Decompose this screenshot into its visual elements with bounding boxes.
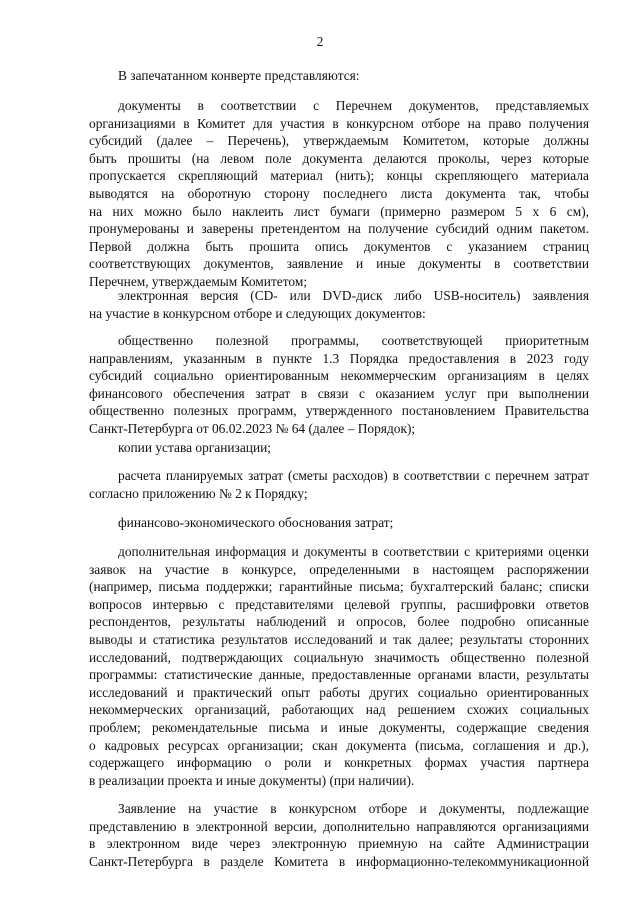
text-line: заявок на участие в конкурсе, определенными в настоящем распоряжении	[89, 561, 589, 577]
text-line: общественно полезной программы, соответствующей приоритетным	[118, 333, 589, 348]
text-line: дополнительная информация и документы в соответствии с критериями оценки	[118, 544, 589, 559]
text-line: соответствующих документов, заявление и иные документы в соответствии	[89, 256, 589, 272]
text-line: программы: статистические данные, предоставленные органами власти, результаты	[89, 667, 589, 683]
paragraph-program	[89, 332, 589, 438]
text-line: Перечнем, утверждаемым Комитетом;	[89, 273, 308, 289]
text-line: проблем; рекомендательные письма и иные документы, содержащие сведения	[89, 719, 589, 735]
text-line: финансово-экономического обоснования затрат;	[118, 515, 394, 530]
text-line: пронумерованы и заверены претендентом на получение субсидий одним пакетом.	[89, 221, 589, 237]
text-line: содержащего информацию о роли и конкретных формах участия партнера	[89, 755, 589, 771]
text-line: В запечатанном конверте представляются:	[118, 68, 360, 83]
paragraph-documents	[89, 97, 589, 291]
paragraph-application	[89, 800, 589, 870]
text-line: некоммерческих организаций, работающих над решением схожих социальных	[89, 702, 589, 718]
text-line: на участие в конкурсном отборе и следующих документов:	[89, 305, 426, 321]
text-line: (например, письма поддержки; гарантийные письма; бухгалтерский баланс; списки	[89, 579, 589, 595]
paragraph-justification	[89, 514, 589, 532]
text-line: субсидий социально ориентированным некоммерческим организациям в целях	[89, 368, 589, 384]
text-line: Заявление на участие в конкурсном отборе и документы, подлежащие	[118, 801, 589, 816]
paragraph-charter	[89, 439, 589, 457]
text-line: на них можно было наклеить лист бумаги (примерно размером 5 х 6 см),	[89, 203, 589, 219]
text-line: финансового обеспечения затрат в связи с оказанием услуг при выполнении	[89, 385, 589, 401]
text-line: Санкт-Петербурга от 06.02.2023 № 64 (далее – Порядок);	[89, 420, 416, 436]
text-line: расчета планируемых затрат (сметы расходов) в соответствии с перечнем затрат	[118, 468, 589, 483]
text-line: респондентов, результаты наблюдений и опросов, более подробно описанные	[89, 614, 589, 630]
text-line: организациями в Комитет для участия в конкурсном отборе на право получения	[89, 115, 589, 131]
text-line: Санкт-Петербурга в разделе Комитета в информационно-телекоммуникационной	[89, 853, 589, 869]
text-line: согласно приложению № 2 к Порядку;	[89, 485, 308, 501]
paragraph-electronic	[89, 287, 589, 322]
text-line: субсидий (далее – Перечень), утверждаемым Комитетом, которые должны	[89, 133, 589, 149]
paragraph-intro	[89, 67, 589, 85]
text-line: представлению в электронной версии, дополнительно направляются организациями	[89, 818, 589, 834]
page-number: 2	[316, 34, 324, 49]
text-line: общественно полезных программ, утвержденного постановлением Правительства	[89, 403, 589, 419]
text-line: пропускается скрепляющий материал (нить); концы скрепляющего материала	[89, 168, 589, 184]
text-line: исследований и практический опыт работы других социально ориентированных	[89, 684, 589, 700]
text-line: исследований, подтверждающих социальную значимость общественно полезной	[89, 649, 589, 665]
text-line: в реализации проекта и иные документы) (при наличии).	[89, 772, 415, 788]
text-line: о кадровых ресурсах организации; скан документа (письма, соглашения и др.),	[89, 737, 589, 753]
paragraph-costs	[89, 467, 589, 502]
text-line: Первой должна быть прошита опись документов с указанием страниц	[89, 238, 589, 254]
text-line: электронная версия (CD- или DVD-диск либо USB-носитель) заявления	[118, 288, 589, 303]
text-line: быть прошиты (на левом поле документа делаются проколы, через которые	[89, 150, 589, 166]
text-line: направлениям, указанным в пункте 1.3 Порядка предоставления в 2023 году	[89, 350, 589, 366]
text-line: выводятся на оборотную сторону последнего листа документа так, чтобы	[89, 185, 589, 201]
text-line: в электронном виде через электронную приемную на сайте Администрации	[89, 836, 589, 852]
text-line: вопросов интервью с представителями целевой группы, расшифровки ответов	[89, 596, 589, 612]
text-line: выводы и статистика результатов исследований и так далее; результаты сторонних	[89, 631, 589, 647]
text-line: копии устава организации;	[118, 440, 272, 455]
text-line: документы в соответствии с Перечнем документов, представляемых	[118, 98, 589, 113]
paragraph-additional	[89, 543, 589, 789]
